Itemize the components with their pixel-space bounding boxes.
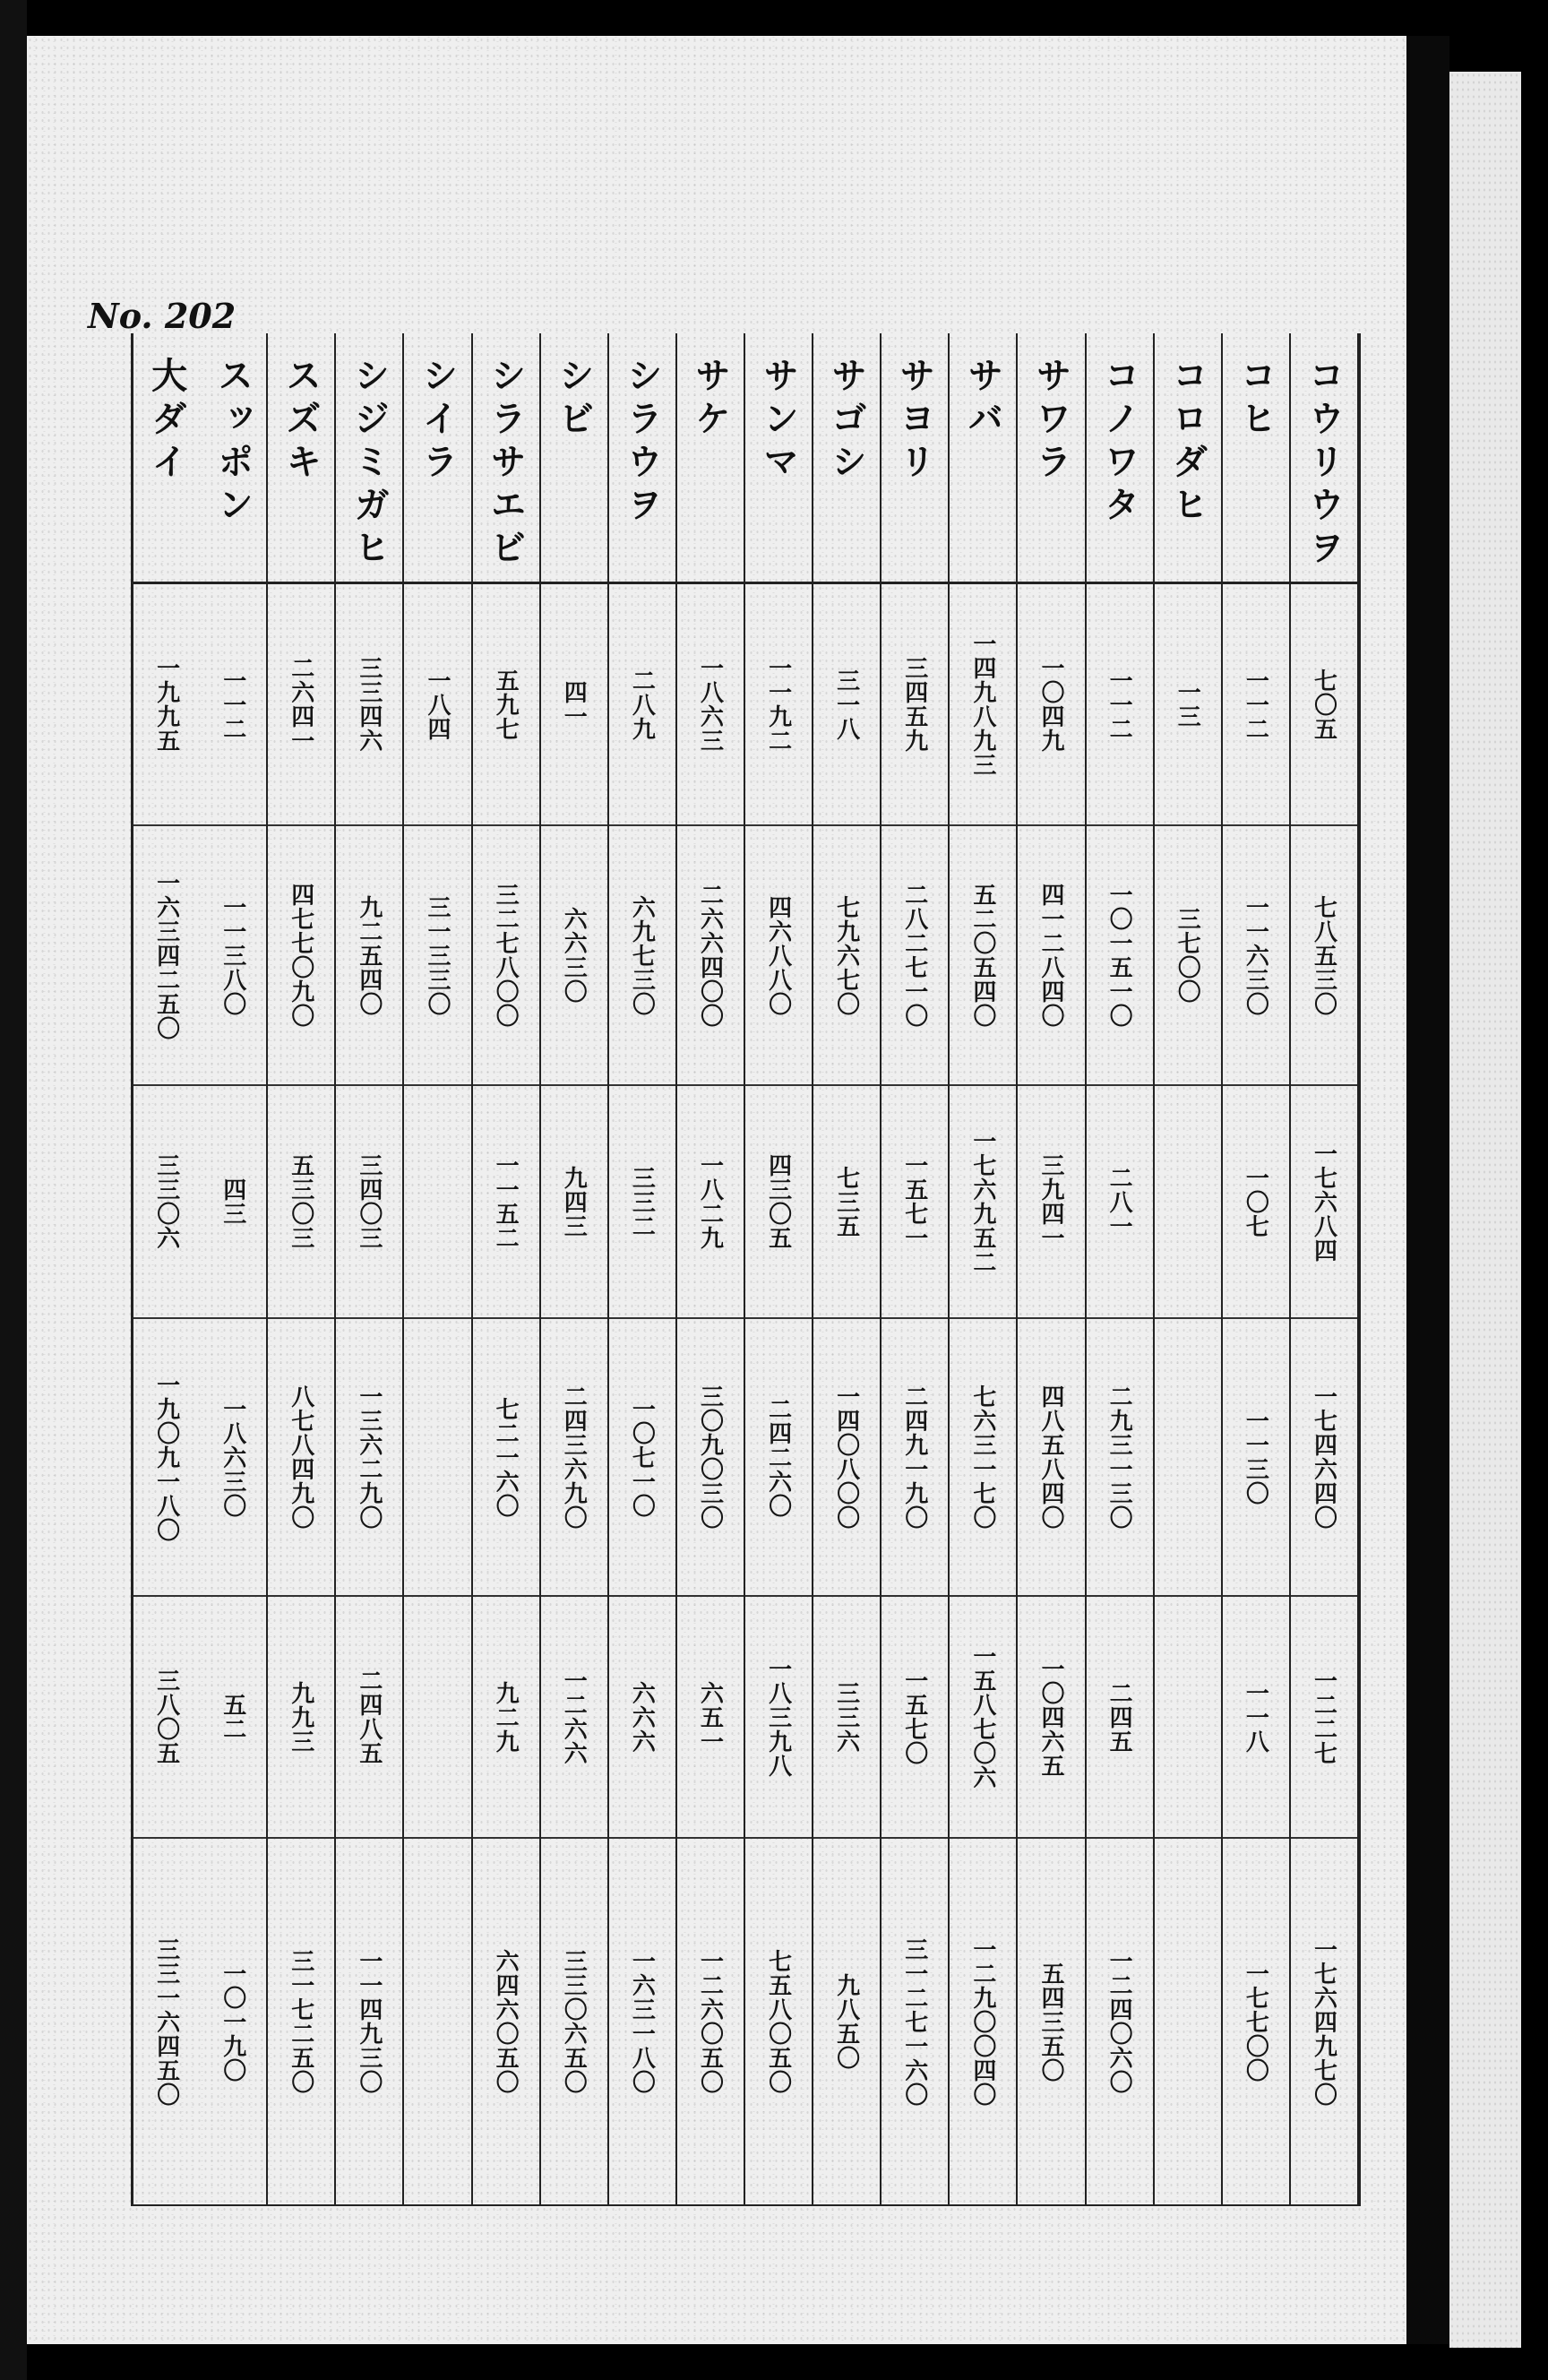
fish-name: シビ bbox=[553, 357, 595, 443]
column-header bbox=[677, 333, 744, 584]
cell-value: 三三四六 bbox=[355, 656, 383, 753]
column-header bbox=[200, 333, 266, 584]
cell-value: 四三〇五 bbox=[764, 1153, 792, 1250]
ledger-cell bbox=[1018, 826, 1084, 1086]
cell-value: 四一 bbox=[560, 680, 588, 729]
cell-value: 一一五二 bbox=[492, 1153, 520, 1250]
ledger-cell bbox=[677, 584, 744, 826]
ledger-cell bbox=[813, 1086, 880, 1319]
column-header bbox=[268, 333, 334, 584]
ledger-column bbox=[404, 333, 472, 2204]
ledger-cell bbox=[336, 1319, 402, 1597]
ledger-cell bbox=[404, 1319, 470, 1597]
ledger-cell bbox=[1018, 1597, 1084, 1839]
ledger-cell bbox=[200, 826, 266, 1086]
cell-value: 三九四一 bbox=[1037, 1153, 1064, 1250]
ledger-cell bbox=[882, 1086, 948, 1319]
cell-value: 三七〇〇 bbox=[1174, 907, 1201, 1004]
cell-value: 三三一六四五〇 bbox=[152, 1936, 180, 2107]
cell-value: 四八五八四〇 bbox=[1037, 1384, 1064, 1530]
column-header bbox=[882, 333, 948, 584]
fish-name: スッポン bbox=[211, 357, 254, 529]
ledger-cell bbox=[745, 826, 812, 1086]
ledger-cell bbox=[677, 1086, 744, 1319]
cell-value: 五四三五〇 bbox=[1037, 1961, 1064, 2082]
ledger-cell bbox=[882, 1839, 948, 2204]
ledger-cell bbox=[813, 1839, 880, 2204]
ledger-cell bbox=[745, 1319, 812, 1597]
cell-value: 一二六六 bbox=[560, 1669, 588, 1765]
cell-value: 一一二 bbox=[1242, 668, 1269, 741]
ledger-cell bbox=[950, 1319, 1016, 1597]
ledger-cell bbox=[1087, 1319, 1153, 1597]
ledger-cell bbox=[200, 1839, 266, 2204]
cell-value: 一七六四九七〇 bbox=[1310, 1936, 1337, 2107]
ledger-cell bbox=[404, 826, 470, 1086]
cell-value: 一三六二九〇 bbox=[355, 1384, 383, 1530]
cell-value: 二六六四〇〇 bbox=[696, 883, 724, 1028]
book-gutter bbox=[1406, 36, 1449, 2344]
fish-ledger-table bbox=[131, 333, 1361, 2206]
ledger-cell bbox=[1087, 584, 1153, 826]
cell-value: 六四六〇五〇 bbox=[492, 1949, 520, 2094]
adjacent-page-edge bbox=[1449, 72, 1521, 2348]
cell-value: 一三 bbox=[1174, 680, 1201, 729]
ledger-cell bbox=[268, 1086, 334, 1319]
ledger-cell bbox=[541, 1597, 607, 1839]
ledger-cell bbox=[677, 1319, 744, 1597]
cell-value: 六九七三〇 bbox=[628, 894, 656, 1016]
cell-value: 一一三〇 bbox=[1242, 1409, 1269, 1505]
fish-name: シラサエビ bbox=[485, 357, 527, 572]
ledger-cell bbox=[200, 584, 266, 826]
ledger-cell bbox=[1155, 1839, 1221, 2204]
ledger-cell bbox=[336, 1086, 402, 1319]
ledger-column bbox=[609, 333, 677, 2204]
ledger-column bbox=[473, 333, 541, 2204]
ledger-cell bbox=[1018, 584, 1084, 826]
cell-value: 一一九二 bbox=[764, 656, 792, 753]
ledger-cell bbox=[1155, 1086, 1221, 1319]
ledger-cell bbox=[882, 1597, 948, 1839]
cell-value: 一七七〇〇 bbox=[1242, 1961, 1269, 2082]
ledger-cell bbox=[950, 1597, 1016, 1839]
ledger-cell bbox=[1087, 1597, 1153, 1839]
column-header bbox=[1291, 333, 1357, 584]
ledger-column bbox=[336, 333, 404, 2204]
column-header bbox=[745, 333, 812, 584]
cell-value: 五二〇五四〇 bbox=[968, 883, 996, 1028]
ledger-cell bbox=[336, 826, 402, 1086]
cell-value: 三三〇六 bbox=[152, 1153, 180, 1250]
cell-value: 五三〇三 bbox=[287, 1153, 314, 1250]
ledger-cell bbox=[200, 1597, 266, 1839]
cell-value: 一七六八四 bbox=[1310, 1141, 1337, 1263]
ledger-cell bbox=[473, 1597, 539, 1839]
ledger-column bbox=[1155, 333, 1223, 2204]
cell-value: 三三〇六五〇 bbox=[560, 1949, 588, 2094]
ledger-cell bbox=[404, 1839, 470, 2204]
cell-value: 七八五三〇 bbox=[1310, 894, 1337, 1016]
ledger-cell bbox=[677, 1597, 744, 1839]
cell-value: 三三二 bbox=[628, 1165, 656, 1238]
column-header bbox=[473, 333, 539, 584]
ledger-cell bbox=[200, 1319, 266, 1597]
cell-value: 一〇四六五 bbox=[1037, 1656, 1064, 1778]
cell-value: 一五八七〇六 bbox=[968, 1644, 996, 1789]
cell-value: 九四三 bbox=[560, 1165, 588, 1238]
cell-value: 一五七〇 bbox=[900, 1669, 928, 1765]
cell-value: 二四二六〇 bbox=[764, 1396, 792, 1518]
cell-value: 五二 bbox=[219, 1693, 246, 1741]
cell-value: 四一二八四〇 bbox=[1037, 883, 1064, 1028]
fish-name: コウリウヲ bbox=[1303, 357, 1345, 572]
ledger-cell bbox=[473, 826, 539, 1086]
fish-name: コヒ bbox=[1234, 357, 1277, 443]
cell-value: 七六三一七〇 bbox=[968, 1384, 996, 1530]
fish-name: シラウヲ bbox=[621, 357, 663, 529]
column-header bbox=[1018, 333, 1084, 584]
cell-value: 三四五九 bbox=[900, 656, 928, 753]
column-header bbox=[1155, 333, 1221, 584]
cell-value: 九二五四〇 bbox=[355, 894, 383, 1016]
cell-value: 二四八五 bbox=[355, 1669, 383, 1765]
ledger-cell bbox=[404, 1597, 470, 1839]
ledger-cell bbox=[133, 1086, 200, 1319]
ledger-cell bbox=[1155, 1319, 1221, 1597]
ledger-cell bbox=[1155, 826, 1221, 1086]
column-header bbox=[541, 333, 607, 584]
cell-value: 二九三一三〇 bbox=[1105, 1384, 1133, 1530]
ledger-cell bbox=[473, 584, 539, 826]
column-header bbox=[336, 333, 402, 584]
ledger-cell bbox=[813, 826, 880, 1086]
cell-value: 七五八〇五〇 bbox=[764, 1949, 792, 2094]
cell-value: 一二四〇六〇 bbox=[1105, 1949, 1133, 2094]
ledger-cell bbox=[882, 826, 948, 1086]
ledger-cell bbox=[1223, 1319, 1289, 1597]
ledger-column bbox=[1018, 333, 1086, 2204]
ledger-cell bbox=[541, 826, 607, 1086]
ledger-cell bbox=[1223, 1597, 1289, 1839]
fish-name: 大ダイ bbox=[145, 357, 187, 486]
ledger-cell bbox=[404, 584, 470, 826]
ledger-cell bbox=[677, 1839, 744, 2204]
ledger-column bbox=[813, 333, 882, 2204]
cell-value: 一五七一 bbox=[900, 1153, 928, 1250]
page-number: No. 202 bbox=[88, 296, 236, 336]
fish-name: コノワタ bbox=[1098, 357, 1140, 529]
ledger-cell bbox=[677, 826, 744, 1086]
cell-value: 三一八 bbox=[832, 668, 860, 741]
column-header bbox=[950, 333, 1016, 584]
ledger-cell bbox=[133, 1319, 200, 1597]
ledger-cell bbox=[1223, 1086, 1289, 1319]
ledger-cell bbox=[473, 1086, 539, 1319]
column-header bbox=[1223, 333, 1289, 584]
cell-value: 七九六七〇 bbox=[832, 894, 860, 1016]
ledger-cell bbox=[1291, 1839, 1357, 2204]
cell-value: 一一二 bbox=[219, 668, 246, 741]
column-header bbox=[1087, 333, 1153, 584]
fish-name: シイラ bbox=[417, 357, 459, 486]
cell-value: 一八四 bbox=[424, 668, 452, 741]
fish-name: サゴシ bbox=[825, 357, 867, 486]
ledger-cell bbox=[609, 1086, 675, 1319]
cell-value: 三〇九〇三〇 bbox=[696, 1384, 724, 1530]
cell-value: 四三 bbox=[219, 1177, 246, 1226]
ledger-cell bbox=[1018, 1086, 1084, 1319]
cell-value: 四七七〇九〇 bbox=[287, 883, 314, 1028]
ledger-column bbox=[677, 333, 745, 2204]
ledger-cell bbox=[745, 1086, 812, 1319]
ledger-cell bbox=[268, 1319, 334, 1597]
ledger-cell bbox=[609, 1319, 675, 1597]
ledger-column bbox=[541, 333, 609, 2204]
ledger-cell bbox=[1291, 1319, 1357, 1597]
ledger-column bbox=[1087, 333, 1155, 2204]
cell-value: 一九〇九一八〇 bbox=[152, 1372, 180, 1542]
cell-value: 一九九五 bbox=[152, 656, 180, 753]
cell-value: 八七八四九〇 bbox=[287, 1384, 314, 1530]
ledger-cell bbox=[133, 584, 200, 826]
scan-right-margin bbox=[1521, 0, 1548, 2380]
ledger-cell bbox=[404, 1086, 470, 1319]
fish-name: サケ bbox=[689, 357, 731, 443]
fish-name: サワラ bbox=[1030, 357, 1071, 486]
ledger-column bbox=[745, 333, 813, 2204]
cell-value: 九九三 bbox=[287, 1680, 314, 1754]
cell-value: 三三六 bbox=[832, 1680, 860, 1754]
fish-name: サバ bbox=[961, 357, 1003, 443]
ledger-cell bbox=[133, 1597, 200, 1839]
ledger-cell bbox=[133, 1839, 200, 2204]
cell-value: 一四〇八〇〇 bbox=[832, 1384, 860, 1530]
cell-value: 三一二七一六〇 bbox=[900, 1936, 928, 2107]
cell-value: 三一三三〇 bbox=[424, 894, 452, 1016]
column-header bbox=[133, 333, 200, 584]
cell-value: 一四九八九三 bbox=[968, 632, 996, 777]
cell-value: 二六四一 bbox=[287, 656, 314, 753]
cell-value: 七二一六〇 bbox=[492, 1396, 520, 1518]
cell-value: 二四三六九〇 bbox=[560, 1384, 588, 1530]
ledger-cell bbox=[745, 584, 812, 826]
ledger-column bbox=[268, 333, 336, 2204]
ledger-cell bbox=[882, 1319, 948, 1597]
ledger-cell bbox=[473, 1839, 539, 2204]
column-header bbox=[609, 333, 675, 584]
ledger-cell bbox=[268, 1839, 334, 2204]
cell-value: 九八五〇 bbox=[832, 1973, 860, 2070]
ledger-cell bbox=[813, 1597, 880, 1839]
ledger-cell bbox=[882, 584, 948, 826]
ledger-cell bbox=[1291, 826, 1357, 1086]
ledger-cell bbox=[745, 1839, 812, 2204]
cell-value: 一〇四九 bbox=[1037, 656, 1064, 753]
cell-value: 一八二九 bbox=[696, 1153, 724, 1250]
ledger-cell bbox=[1087, 826, 1153, 1086]
ledger-cell bbox=[541, 1319, 607, 1597]
cell-value: 六六三〇 bbox=[560, 907, 588, 1004]
cell-value: 一〇七 bbox=[1242, 1165, 1269, 1238]
ledger-cell bbox=[336, 1839, 402, 2204]
cell-value: 二四九一九〇 bbox=[900, 1384, 928, 1530]
cell-value: 一六三一八〇 bbox=[628, 1949, 656, 2094]
ledger-cell bbox=[541, 1086, 607, 1319]
cell-value: 一二九〇〇四〇 bbox=[968, 1936, 996, 2107]
ledger-cell bbox=[268, 1597, 334, 1839]
cell-value: 一〇一五一〇 bbox=[1105, 883, 1133, 1028]
fish-name: サンマ bbox=[757, 357, 799, 486]
ledger-column bbox=[1223, 333, 1291, 2204]
ledger-cell bbox=[336, 584, 402, 826]
cell-value: 二四五 bbox=[1105, 1680, 1133, 1754]
fish-name: シジミガヒ bbox=[348, 357, 390, 572]
ledger-cell bbox=[541, 1839, 607, 2204]
ledger-cell bbox=[1087, 1086, 1153, 1319]
fish-name: サヨリ bbox=[893, 357, 935, 486]
ledger-cell bbox=[336, 1597, 402, 1839]
ledger-cell bbox=[950, 1839, 1016, 2204]
cell-value: 一七四六四〇 bbox=[1310, 1384, 1337, 1530]
cell-value: 七〇五 bbox=[1310, 668, 1337, 741]
cell-value: 一八六三 bbox=[696, 656, 724, 753]
cell-value: 六五一 bbox=[696, 1680, 724, 1754]
ledger-cell bbox=[268, 584, 334, 826]
ledger-cell bbox=[268, 826, 334, 1086]
ledger-cell bbox=[1223, 1839, 1289, 2204]
scan-left-margin bbox=[0, 0, 27, 2380]
cell-value: 三一七二五〇 bbox=[287, 1949, 314, 2094]
ledger-column bbox=[882, 333, 950, 2204]
ledger-cell bbox=[813, 584, 880, 826]
cell-value: 一八六三〇 bbox=[219, 1396, 246, 1518]
ledger-cell bbox=[133, 826, 200, 1086]
cell-value: 五九七 bbox=[492, 668, 520, 741]
ledger-cell bbox=[1291, 584, 1357, 826]
cell-value: 二八二七一〇 bbox=[900, 883, 928, 1028]
ledger-cell bbox=[950, 584, 1016, 826]
cell-value: 一八三九八 bbox=[764, 1656, 792, 1778]
cell-value: 一七六九五二 bbox=[968, 1129, 996, 1274]
ledger-column bbox=[950, 333, 1018, 2204]
ledger-cell bbox=[1087, 1839, 1153, 2204]
cell-value: 二八九 bbox=[628, 668, 656, 741]
column-header bbox=[404, 333, 470, 584]
ledger-cell bbox=[745, 1597, 812, 1839]
ledger-cell bbox=[1018, 1319, 1084, 1597]
ledger-column bbox=[1291, 333, 1359, 2204]
ledger-cell bbox=[609, 584, 675, 826]
ledger-cell bbox=[950, 826, 1016, 1086]
cell-value: 一六三四二五〇 bbox=[152, 870, 180, 1040]
ledger-cell bbox=[1291, 1086, 1357, 1319]
fish-name: スズキ bbox=[280, 357, 322, 486]
column-header bbox=[813, 333, 880, 584]
cell-value: 一一四九三〇 bbox=[355, 1949, 383, 2094]
ledger-cell bbox=[609, 1839, 675, 2204]
cell-value: 二八一 bbox=[1105, 1165, 1133, 1238]
cell-value: 一〇一九〇 bbox=[219, 1961, 246, 2082]
cell-value: 三二七八〇〇 bbox=[492, 883, 520, 1028]
ledger-column bbox=[200, 333, 268, 2204]
ledger-cell bbox=[813, 1319, 880, 1597]
cell-value: 一一八 bbox=[1242, 1680, 1269, 1754]
cell-value: 一二六〇五〇 bbox=[696, 1949, 724, 2094]
ledger-cell bbox=[609, 826, 675, 1086]
cell-value: 六六六 bbox=[628, 1680, 656, 1754]
ledger-cell bbox=[473, 1319, 539, 1597]
cell-value: 三四〇三 bbox=[355, 1153, 383, 1250]
cell-value: 一一六三〇 bbox=[1242, 894, 1269, 1016]
ledger-cell bbox=[609, 1597, 675, 1839]
ledger-cell bbox=[200, 1086, 266, 1319]
cell-value: 七三五 bbox=[832, 1165, 860, 1238]
cell-value: 一二二七 bbox=[1310, 1669, 1337, 1765]
ledger-column bbox=[133, 333, 200, 2204]
ledger-cell bbox=[541, 584, 607, 826]
cell-value: 九二九 bbox=[492, 1680, 520, 1754]
ledger-cell bbox=[1223, 826, 1289, 1086]
ledger-cell bbox=[1155, 584, 1221, 826]
cell-value: 四六八八〇 bbox=[764, 894, 792, 1016]
fish-name: コロダヒ bbox=[1166, 357, 1208, 529]
cell-value: 三八〇五 bbox=[152, 1669, 180, 1765]
cell-value: 一〇七一〇 bbox=[628, 1396, 656, 1518]
ledger-cell bbox=[950, 1086, 1016, 1319]
cell-value: 一一二 bbox=[1105, 668, 1133, 741]
cell-value: 一一三八〇 bbox=[219, 894, 246, 1016]
ledger-cell bbox=[1155, 1597, 1221, 1839]
ledger-cell bbox=[1018, 1839, 1084, 2204]
ledger-cell bbox=[1291, 1597, 1357, 1839]
ledger-cell bbox=[1223, 584, 1289, 826]
